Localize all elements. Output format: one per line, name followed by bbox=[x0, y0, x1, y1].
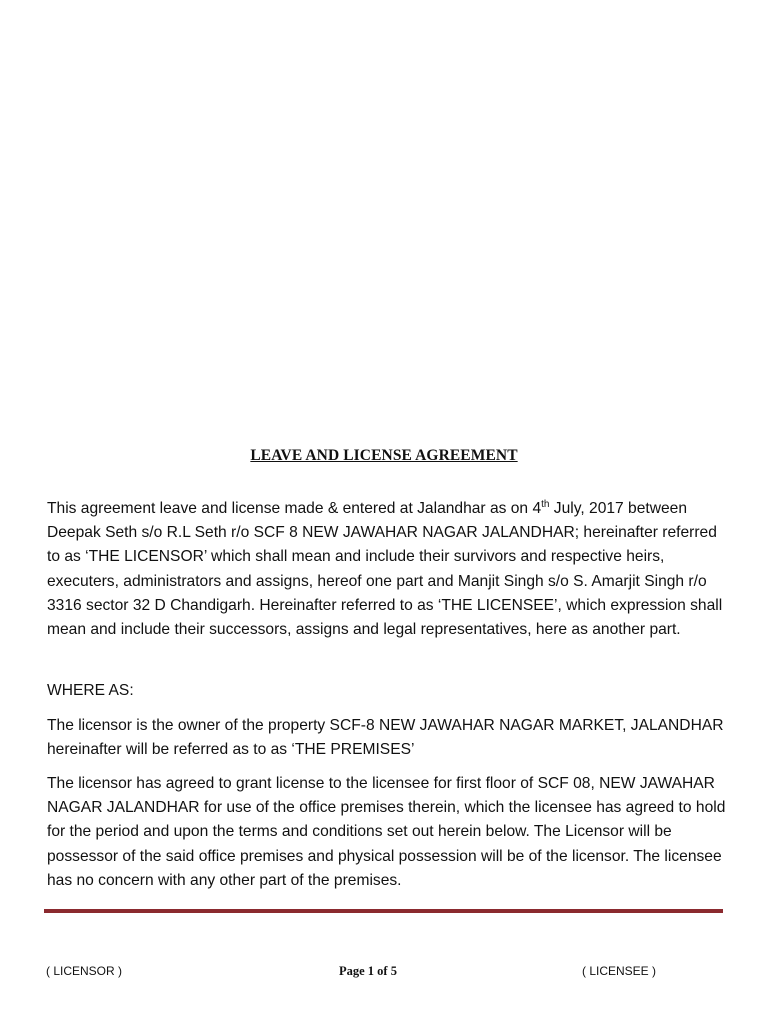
paragraph-whereas: WHERE AS: bbox=[47, 682, 134, 699]
paragraph-license-grant: The licensor has agreed to grant license to the licensee for first floor of SCF 08, NEW JAWAHAR NAGAR JALANDHAR for use of the office premises therein, which the licensee has agreed to hold for the period and upon the terms and conditions set out herein below. The Licensor will be possessor of the said office premises and physical possession will be of the licensor. The licensee has no concern with any other part of the premises. bbox=[47, 775, 726, 889]
document-title: LEAVE AND LICENSE AGREEMENT bbox=[250, 447, 518, 464]
paragraph-parties bbox=[47, 497, 727, 642]
footer-page-number: Page 1 of 5 bbox=[339, 964, 397, 978]
footer-licensor-label: ( LICENSOR ) bbox=[46, 964, 123, 978]
paragraph-property-ownership: The licensor is the owner of the property SCF-8 NEW JAWAHAR NAGAR MARKET, JALANDHAR hereinafter will be referred as to as ‘THE PREMISES’ bbox=[47, 717, 724, 759]
footer-divider bbox=[44, 909, 723, 913]
paragraph-parties-text-end: July, 2017 between Deepak Seth s/o R.L Seth r/o SCF 8 NEW JAWAHAR NAGAR JALANDHAR; hereinafter referred to as ‘THE LICENSOR’ which shall mean and include their survivors and respective heirs, executers, administrators and assigns, hereof one part and Manjit Singh s/o S. Amarjit Singh r/o 3316 sector 32 D Chandigarh. Hereinafter referred to as ‘THE LICENSEE’, which expression shall mean and include their successors, assigns and legal representatives, here as another part. bbox=[47, 500, 723, 639]
footer-licensee-label: ( LICENSEE ) bbox=[582, 964, 657, 978]
date-ordinal-suffix: th bbox=[541, 498, 550, 510]
paragraph-parties-text-start: This agreement leave and license made & entered at Jalandhar as on 4 bbox=[47, 500, 542, 517]
